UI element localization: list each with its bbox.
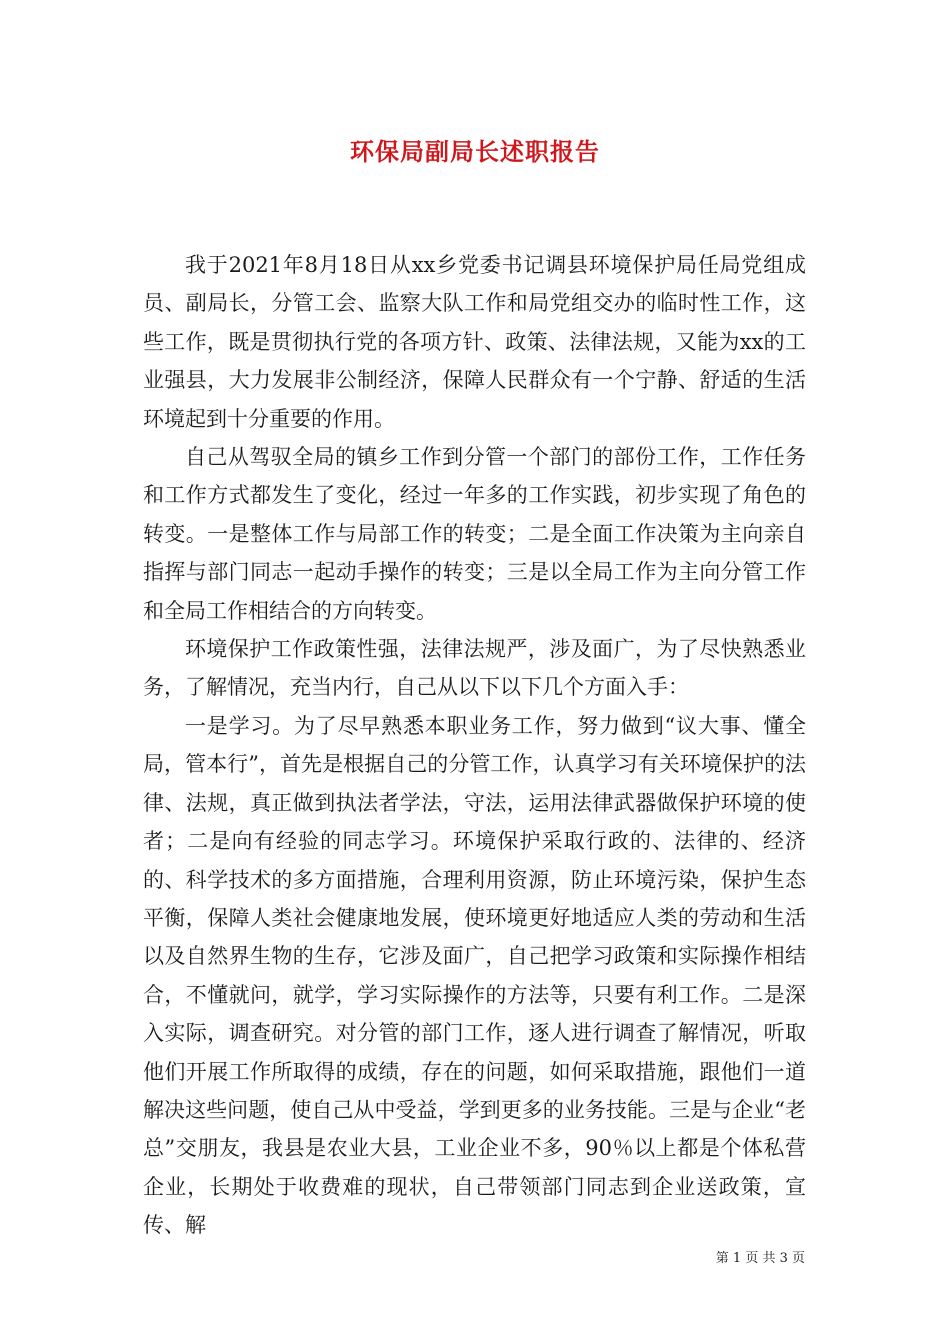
- document-title: 环保局副局长述职报告: [350, 137, 600, 166]
- paragraph: 我于2021年8月18日从xx乡党委书记调县环境保护局任局党组成员、副局长，分管工会、监察大队工作和局党组交办的临时性工作，这些工作，既是贯彻执行党的各项方针、政策、法律法规，又能为xx的工业强县，大力发展非公制经济，保障人民群众有一个宁静、舒适的生活环境起到十分重要的作用。: [143, 253, 806, 431]
- document-body: [143, 246, 806, 1245]
- page-number-label: 第 1 页 共 3 页: [715, 1251, 805, 1266]
- paragraph: 自己从驾驭全局的镇乡工作到分管一个部门的部份工作，工作任务和工作方式都发生了变化，经过一年多的工作实践，初步实现了角色的转变。一是整体工作与局部工作的转变；二是全面工作决策为主向亲自指挥与部门同志一起动手操作的转变；三是以全局工作为主向分管工作和全局工作相结合的方向转变。: [143, 445, 806, 623]
- page-number: [716, 1247, 805, 1266]
- paragraph: 一是学习。为了尽早熟悉本职业务工作，努力做到“议大事、懂全局，管本行”，首先是根据自己的分管工作，认真学习有关环境保护的法律、法规，真正做到执法者学法，守法，运用法律武器做保护环境的使者；二是向有经验的同志学习。环境保护采取行政的、法律的、经济的、科学技术的多方面措施，合理利用资源，防止环境污染，保护生态平衡，保障人类社会健康地发展，使环境更好地适应人类的劳动和生活以及自然界生物的生存，它涉及面广，自己把学习政策和实际操作相结合，不懂就问，就学，学习实际操作的方法等，只要有利工作。二是深入实际，调查研究。对分管的部门工作，逐人进行调查了解情况，听取他们开展工作所取得的成绩，存在的问题，如何采取措施，跟他们一道解决这些问题，使自己从中受益，学到更多的业务技能。三是与企业“老总”交朋友，我县是农业大县，工业企业不多，90％以上都是个体私营企业，长期处于收费难的现状，自己带领部门同志到企业送政策，宣传、解: [143, 713, 806, 1238]
- paragraph: 环境保护工作政策性强，法律法规严，涉及面广，为了尽快熟悉业务，了解情况，充当内行，自己从以下以下几个方面入手：: [143, 637, 806, 700]
